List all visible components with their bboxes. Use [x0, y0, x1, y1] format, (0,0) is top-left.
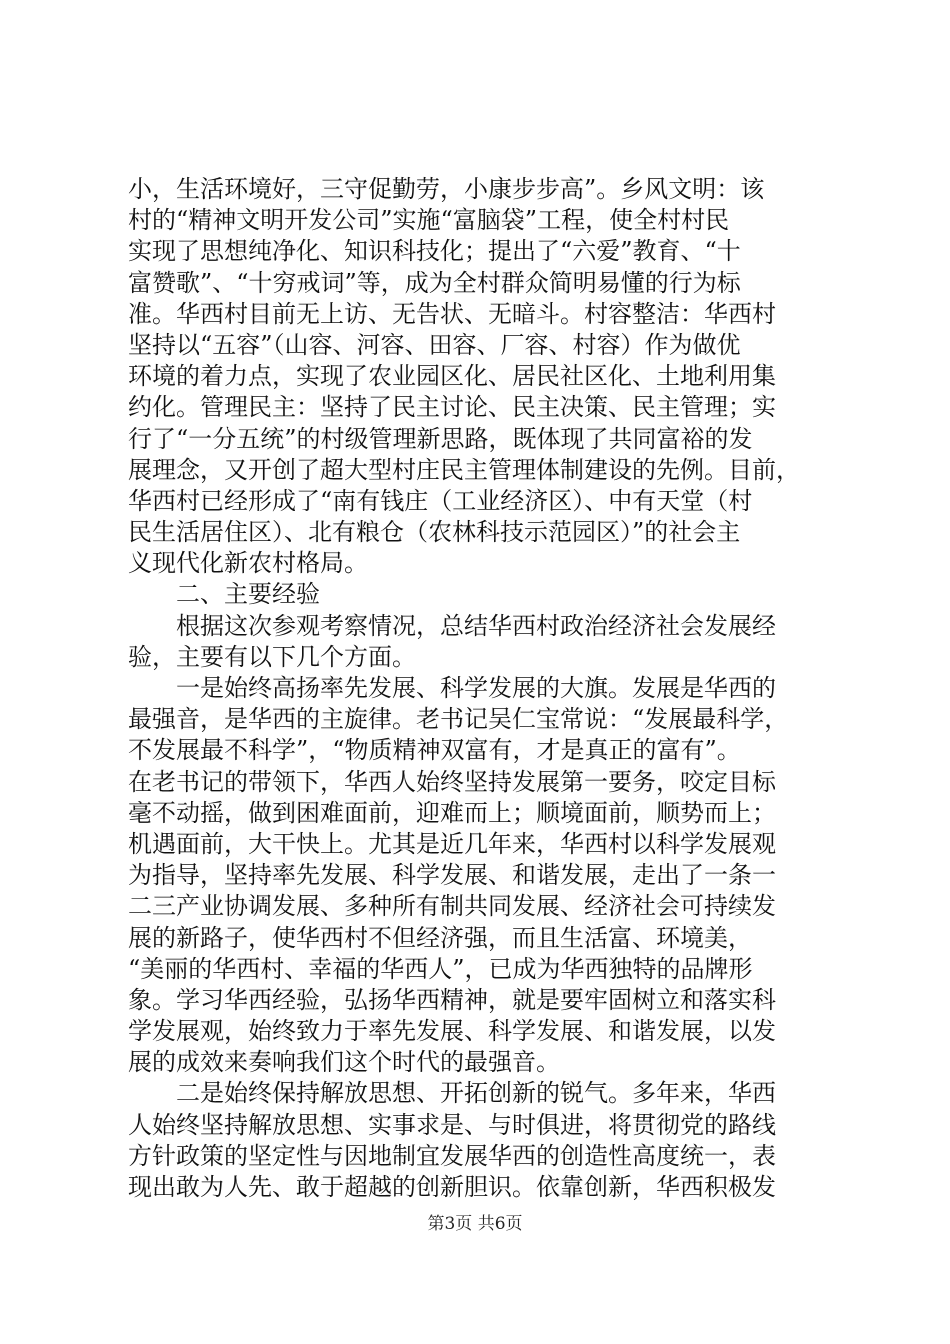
text-line: 验，主要有以下几个方面。	[128, 642, 416, 671]
text-line: 在老书记的带领下，华西人始终坚持发展第一要务，咬定目标	[128, 767, 776, 796]
body-text	[128, 174, 840, 1203]
text-line: 毫不动摇，做到困难面前，迎难而上；顺境面前，顺势而上；	[128, 798, 776, 827]
text-line: 实现了思想纯净化、知识科技化；提出了“六爱”教育、“十	[128, 237, 741, 266]
text-line: 象。学习华西经验，弘扬华西精神，就是要牢固树立和落实科	[128, 985, 776, 1014]
text-line: 二是始终保持解放思想、开拓创新的锐气。多年来，华西	[128, 1079, 776, 1108]
text-line: 学发展观，始终致力于率先发展、科学发展、和谐发展，以发	[128, 1017, 776, 1046]
text-line: 富赞歌”、“十穷戒词”等，成为全村群众简明易懂的行为标	[128, 268, 741, 297]
text-line: 行了“一分五统”的村级管理新思路，既体现了共同富裕的发	[128, 424, 753, 453]
text-line: 一是始终高扬率先发展、科学发展的大旗。发展是华西的	[128, 674, 776, 702]
text-line: 坚持以“五容”（山容、河容、田容、厂容、村容）作为做优	[128, 330, 741, 359]
text-line: 为指导，坚持率先发展、科学发展、和谐发展，走出了一条一	[128, 861, 776, 890]
text-line: 民生活居住区）、北有粮仓（农林科技示范园区）”的社会主	[128, 518, 741, 547]
text-line: 不发展最不科学”，“物质精神双富有，才是真正的富有”。	[128, 736, 741, 765]
text-line: 小，生活环境好，三守促勤劳，小康步步高”。乡风文明：该	[128, 175, 765, 203]
text-line: 环境的着力点，实现了农业园区化、居民社区化、土地利用集	[128, 362, 776, 391]
text-line: 二、主要经验	[128, 580, 320, 609]
page-number-footer: 第3页 共6页	[427, 1214, 523, 1234]
text-line: 华西村已经形成了“南有钱庄（工业经济区）、中有天堂（村	[128, 486, 753, 515]
text-line: 方针政策的坚定性与因地制宜发展华西的创造性高度统一，表	[128, 1141, 776, 1170]
text-line: 义现代化新农村格局。	[128, 549, 368, 578]
text-line: 二三产业协调发展、多种所有制共同发展、经济社会可持续发	[128, 892, 776, 921]
text-line: 人始终坚持解放思想、实事求是、与时俱进，将贯彻党的路线	[128, 1110, 776, 1139]
text-line: “美丽的华西村、幸福的华西人”，已成为华西独特的品牌形	[128, 954, 753, 983]
text-line: 最强音，是华西的主旋律。老书记吴仁宝常说：“发展最科学，	[128, 705, 789, 734]
text-line: 机遇面前，大干快上。尤其是近几年来，华西村以科学发展观	[128, 829, 776, 858]
text-line: 准。华西村目前无上访、无告状、无暗斗。村容整洁：华西村	[128, 299, 776, 328]
text-line: 根据这次参观考察情况，总结华西村政治经济社会发展经	[128, 611, 776, 640]
text-line: 展理念，又开创了超大型村庄民主管理体制建设的先例。目前，	[128, 455, 800, 484]
text-line: 展的新路子，使华西村不但经济强，而且生活富、环境美，	[128, 923, 752, 952]
text-line: 约化。管理民主：坚持了民主讨论、民主决策、民主管理；实	[128, 393, 776, 422]
text-line: 现出敢为人先、敢于超越的创新胆识。依靠创新，华西积极发	[128, 1173, 776, 1201]
text-line: 展的成效来奏响我们这个时代的最强音。	[128, 1048, 560, 1077]
text-line: 村的“精神文明开发公司”实施“富脑袋”工程，使全村村民	[128, 206, 730, 235]
